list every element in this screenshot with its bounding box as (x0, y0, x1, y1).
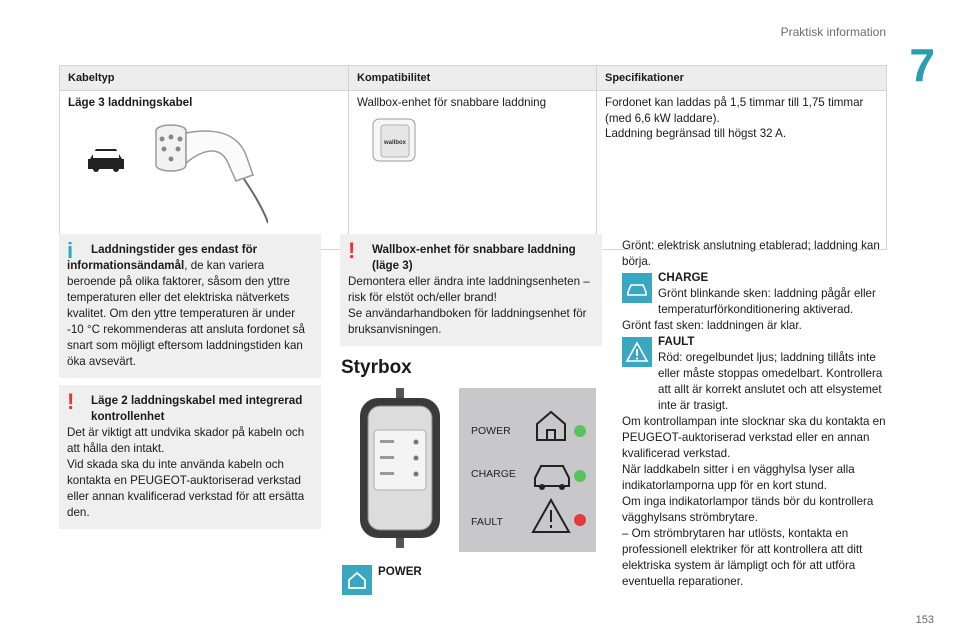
charge-symbol-icon (622, 273, 652, 303)
info-note-box (59, 234, 321, 378)
table-header-row (60, 66, 887, 91)
cell-cable (60, 91, 349, 250)
table-row (60, 91, 887, 250)
charge-block (622, 270, 890, 318)
spec-line: Fordonet kan laddas på 1,5 timmar till 1,75 timmar (605, 96, 864, 109)
chapter-number: 7 (909, 39, 935, 91)
col-header-spec: Specifikationer (597, 66, 887, 91)
section-title: Styrbox (341, 357, 412, 378)
power-symbol-icon (342, 565, 372, 595)
col-header-compat: Kompatibilitet (349, 66, 597, 91)
power-indicator-led (574, 425, 586, 437)
fault-description-4: Om inga indikatorlampor tänds bör du kontrollera vägghylsans strömbrytare. (622, 495, 874, 524)
fault-indicator-led (574, 514, 586, 526)
charge-description-2: Grönt fast sken: laddningen är klar. (622, 319, 802, 332)
power-heading: POWER (378, 565, 422, 578)
panel-power-label: POWER (471, 425, 511, 437)
info-lead: Laddningstider ges endast för informationsändamål (67, 243, 258, 272)
charge-description: Grönt blinkande sken: laddning pågår eller temperaturförkonditionering aktiverad. (658, 287, 876, 316)
compat-label: Wallbox-enhet för snabbare laddning (357, 96, 547, 109)
spec-line: Laddning begränsad till högst 32 A. (605, 127, 787, 140)
panel-fault-label: FAULT (471, 516, 503, 528)
fault-description-5: – Om strömbrytaren har utlösts, kontakta en professionell elektriker för att kontrollera att ditt elektriska system är lämpligt och för att utföra eventuella reparationer. (622, 527, 863, 588)
warning-line: Vid skada ska du inte använda kabeln och kontakta en PEUGEOT-auktoriserad verkstad eller annan kvalificerad verkstad för att ersätta den. (67, 458, 305, 519)
car-charge-icon (535, 466, 569, 486)
cell-compat (349, 91, 597, 250)
fault-description-2: Om kontrollampan inte slocknar ska du kontakta en PEUGEOT-auktoriserad verkstad eller en annan kvalificerad verkstad. (622, 415, 886, 460)
info-text: , de kan variera beroende på olika faktorer, såsom den yttre temperaturen eller det elektriska nätverkets kvalitet. Om den yttre temperaturen är under -10 °C rekommenderas att ansluta fordonet så snart som möjligt eftersom laddningstiden kan öka avsevärt. (67, 259, 305, 368)
info-icon: i (67, 238, 74, 263)
cable-illustration (68, 115, 268, 225)
warning-box-wallbox (340, 234, 602, 346)
indicator-panel-graphic (459, 388, 596, 552)
panel-charge-label: CHARGE (471, 468, 516, 480)
fault-symbol-icon (622, 337, 652, 367)
page-number: 153 (915, 614, 934, 626)
running-header: Praktisk information (780, 25, 886, 39)
warning-icon: ! (348, 238, 356, 263)
car-icon (88, 149, 124, 172)
plug-connector-icon (156, 125, 268, 223)
warning-line: Det är viktigt att undvika skador på kabeln och att hålla den intakt. (67, 426, 305, 455)
indicator-panel (459, 388, 596, 552)
fault-description: Röd: oregelbundet ljus; laddning tillåts inte eller måste stoppas omedelbart. Kontrollera att allt är korrekt anslutet och att elsystemet inte är trasigt. (658, 351, 883, 412)
charge-heading: CHARGE (658, 271, 709, 284)
home-icon (537, 412, 565, 440)
wallbox-illustration (371, 117, 431, 177)
fault-heading: FAULT (658, 335, 695, 348)
status-description-column (622, 238, 890, 590)
warning-icon: ! (67, 389, 75, 414)
fault-description-3: När laddkabeln sitter i en vägghylsa lyser alla indikatorlamporna upp för en kort stund. (622, 463, 855, 492)
warning-box-cable (59, 385, 321, 529)
warning-line: Se användarhandboken för laddningsenhet för bruksanvisningen. (348, 307, 587, 336)
cable-spec-table (59, 65, 887, 250)
control-box-illustration (352, 388, 448, 548)
wallbox-logo-text: wallbox (383, 139, 407, 146)
power-description: Grönt: elektrisk anslutning etablerad; laddning kan börja. (622, 239, 880, 268)
cable-type-label: Läge 3 laddningskabel (68, 96, 193, 109)
charge-indicator-led (574, 470, 586, 482)
col-header-cable: Kabeltyp (60, 66, 349, 91)
warning-lead: Wallbox-enhet för snabbare laddning (läge 3) (372, 243, 576, 272)
spec-line: (med 6,6 kW laddare). (605, 111, 720, 125)
warning-line: Demontera eller ändra inte laddningsenheten – risk för elstöt och/eller brand! (348, 275, 590, 304)
fault-block (622, 334, 890, 414)
warning-lead: Läge 2 laddningskabel med integrerad kontrollenhet (91, 394, 303, 423)
cell-spec (597, 91, 887, 250)
